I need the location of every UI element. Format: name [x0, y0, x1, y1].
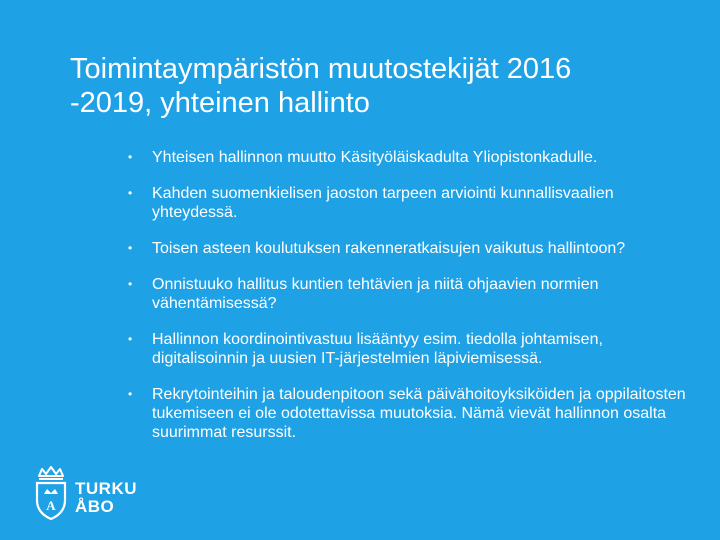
bullet-marker: •: [128, 241, 133, 255]
bullet-marker: •: [128, 150, 133, 164]
bullet-item: [128, 148, 688, 167]
bullet-item: [128, 275, 688, 313]
svg-text:A: A: [46, 498, 56, 513]
bullet-text: Toisen asteen koulutuksen rakenneratkaisujen vaikutus hallintoon?: [152, 240, 626, 257]
bullet-marker: •: [128, 186, 133, 200]
bullet-text: Yhteisen hallinnon muutto Käsityöläiskadulta Yliopistonkadulle.: [152, 149, 598, 166]
logo-wordmark: [75, 480, 137, 516]
bullet-item: [128, 184, 688, 222]
bullet-marker: •: [128, 277, 133, 291]
bullet-item: [128, 385, 688, 442]
bullet-list: [128, 148, 688, 459]
slide-title-line1: Toimintaympäristön muutostekijät 2016: [70, 53, 572, 85]
bullet-text: Rekrytointeihin ja taloudenpitoon sekä päivähoitoyksiköiden ja oppilaitosten tukemiseen ei ole odotettavissa muutoksia. Nämä vievät hallinnon osalta suurimmat resurssit.: [152, 386, 686, 441]
bullet-marker: •: [128, 332, 133, 346]
bullet-item: [128, 239, 688, 258]
bullet-item: [128, 330, 688, 368]
logo-line-turku: TURKU: [75, 479, 137, 498]
slide-title: [70, 52, 690, 120]
bullet-marker: •: [128, 387, 133, 401]
bullet-text: Hallinnon koordinointivastuu lisääntyy esim. tiedolla johtamisen, digitalisoinnin ja uusien IT-järjestelmien läpiviemisessä.: [152, 331, 603, 367]
coat-of-arms-icon: [33, 466, 69, 522]
turku-abo-logo: [33, 466, 143, 522]
bullet-text: Onnistuuko hallitus kuntien tehtävien ja niitä ohjaavien normien vähentämisessä?: [152, 276, 599, 312]
bullet-text: Kahden suomenkielisen jaoston tarpeen arviointi kunnallisvaalien yhteydessä.: [152, 185, 614, 221]
logo-line-abo: ÅBO: [75, 497, 115, 516]
slide-title-line2: -2019, yhteinen hallinto: [70, 87, 370, 119]
